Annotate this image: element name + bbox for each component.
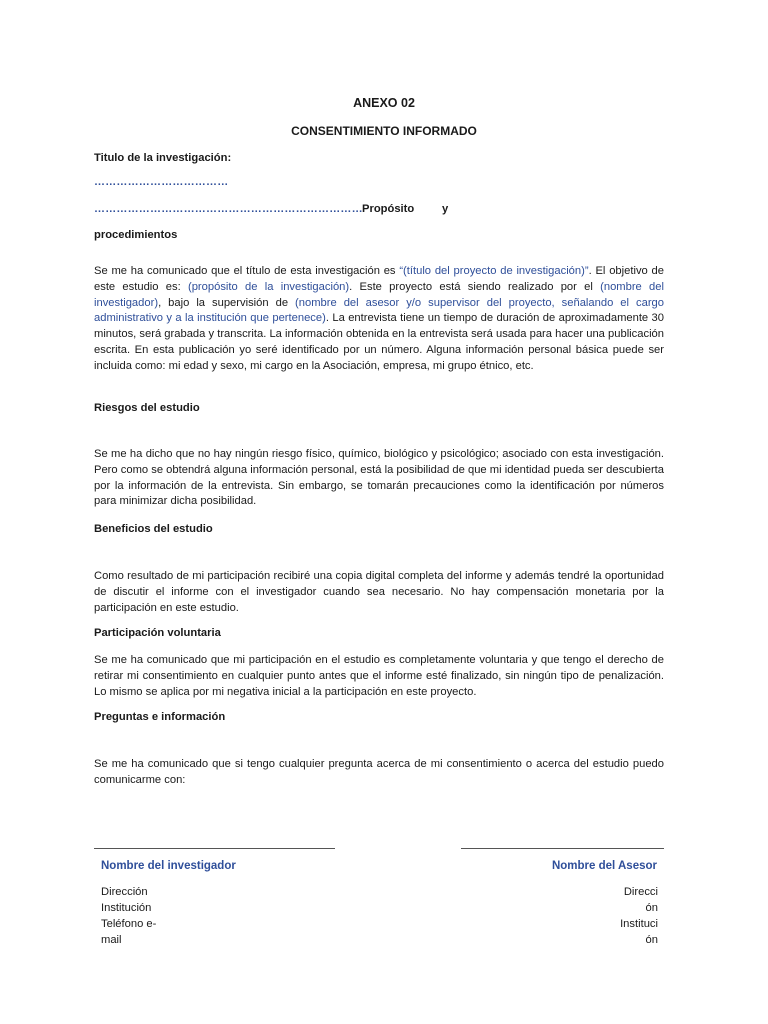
advisor-name-label: Nombre del Asesor bbox=[551, 860, 657, 872]
document-title: CONSENTIMIENTO INFORMADO bbox=[291, 124, 477, 138]
advisor-institution: Instituci bbox=[620, 918, 658, 930]
p1-purpose-placeholder: (propósito de la investigación) bbox=[187, 280, 350, 293]
risks-paragraph: Se me ha dicho que no hay ningún riesgo físico, químico, biológico y psicológico; asociado con esta investigación. Pero como se obtendrá alguna información personal, está la posibilidad de que mi identidad pueda ser descubierta por la información de la entrevista. Sin embargo, se tomarán precauciones como la identificación por números para minimizar dicha posibilidad. bbox=[94, 448, 664, 508]
y-label: y bbox=[442, 203, 449, 215]
advisor-contact-block bbox=[538, 884, 658, 948]
benefits-paragraph: Como resultado de mi participación recibiré una copia digital completa del informe y además tendré la oportunidad de discutir el informe con el investigador cuando sea necesario. No hay compensación monetaria por la participación en este estudio. bbox=[94, 570, 664, 614]
participation-paragraph: Se me ha comunicado que mi participación en el estudio es completamente voluntaria y que tengo el derecho de retirar mi consentimiento en cualquier punto antes que el informe esté finalizado, sin ningún tipo de penalización. Lo mismo se aplica por mi negativa inicial a la participación en este proyecto. bbox=[94, 654, 664, 698]
researcher-phone-email: Teléfono e- bbox=[101, 918, 157, 930]
p1-text-4: , bajo la supervisión de bbox=[158, 296, 296, 309]
p1-text-5: . La entrevista tiene un tiempo de duración de aproximadamente 30 minutos, será grabada y transcrita. La información obtenida en la entrevista será usada para hacer una publicación escrita. En esta publicación yo seré identificado por un número. Alguna información personal básica puede ser incluida como: mi edad y sexo, mi cargo en la Asociación, empresa, mi grupo étnico, etc. bbox=[94, 312, 665, 372]
p1-research-title-placeholder: “(título del proyecto de investigación)” bbox=[399, 265, 589, 277]
procedimientos-label: procedimientos bbox=[94, 229, 178, 241]
researcher-contact-block bbox=[101, 884, 221, 948]
purpose-paragraph bbox=[94, 264, 664, 375]
researcher-institution: Institución bbox=[101, 902, 152, 914]
research-title-label: Titulo de la investigación: bbox=[94, 152, 232, 164]
research-title-dots-long: ……………………………………………………………… bbox=[94, 203, 363, 215]
researcher-name-label: Nombre del investigador bbox=[101, 860, 236, 872]
signature-line-advisor bbox=[461, 848, 664, 849]
questions-heading: Preguntas e información bbox=[94, 711, 226, 723]
questions-paragraph: Se me ha comunicado que si tengo cualquier pregunta acerca de mi consentimiento o acerca del estudio puedo comunicarme con: bbox=[94, 758, 664, 786]
participation-heading: Participación voluntaria bbox=[94, 627, 221, 639]
advisor-institution-cont: ón bbox=[645, 934, 658, 946]
advisor-address: Direcci bbox=[623, 886, 658, 898]
research-title-dots-short: ……………………………… bbox=[94, 176, 229, 188]
p1-researcher-placeholder: (nombre del investigador) bbox=[94, 280, 664, 309]
annex-number: ANEXO 02 bbox=[353, 96, 415, 110]
benefits-heading: Beneficios del estudio bbox=[94, 523, 213, 535]
proposito-label: Propósito bbox=[362, 203, 415, 215]
researcher-mail: mail bbox=[101, 934, 122, 946]
p1-advisor-placeholder: (nombre del asesor y/o supervisor del proyecto, señalando el cargo administrativo y a la institución que pertenece) bbox=[94, 296, 664, 325]
p1-text-3: . Este proyecto está siendo realizado por el bbox=[349, 280, 601, 293]
risks-heading: Riesgos del estudio bbox=[94, 402, 200, 414]
advisor-address-cont: ón bbox=[645, 902, 658, 914]
researcher-address: Dirección bbox=[101, 886, 148, 898]
signature-line-researcher bbox=[94, 848, 335, 849]
p1-text-1: Se me ha comunicado que el título de esta investigación es bbox=[94, 265, 400, 277]
p1-text-2: . El objetivo de este estudio es: bbox=[94, 265, 664, 293]
